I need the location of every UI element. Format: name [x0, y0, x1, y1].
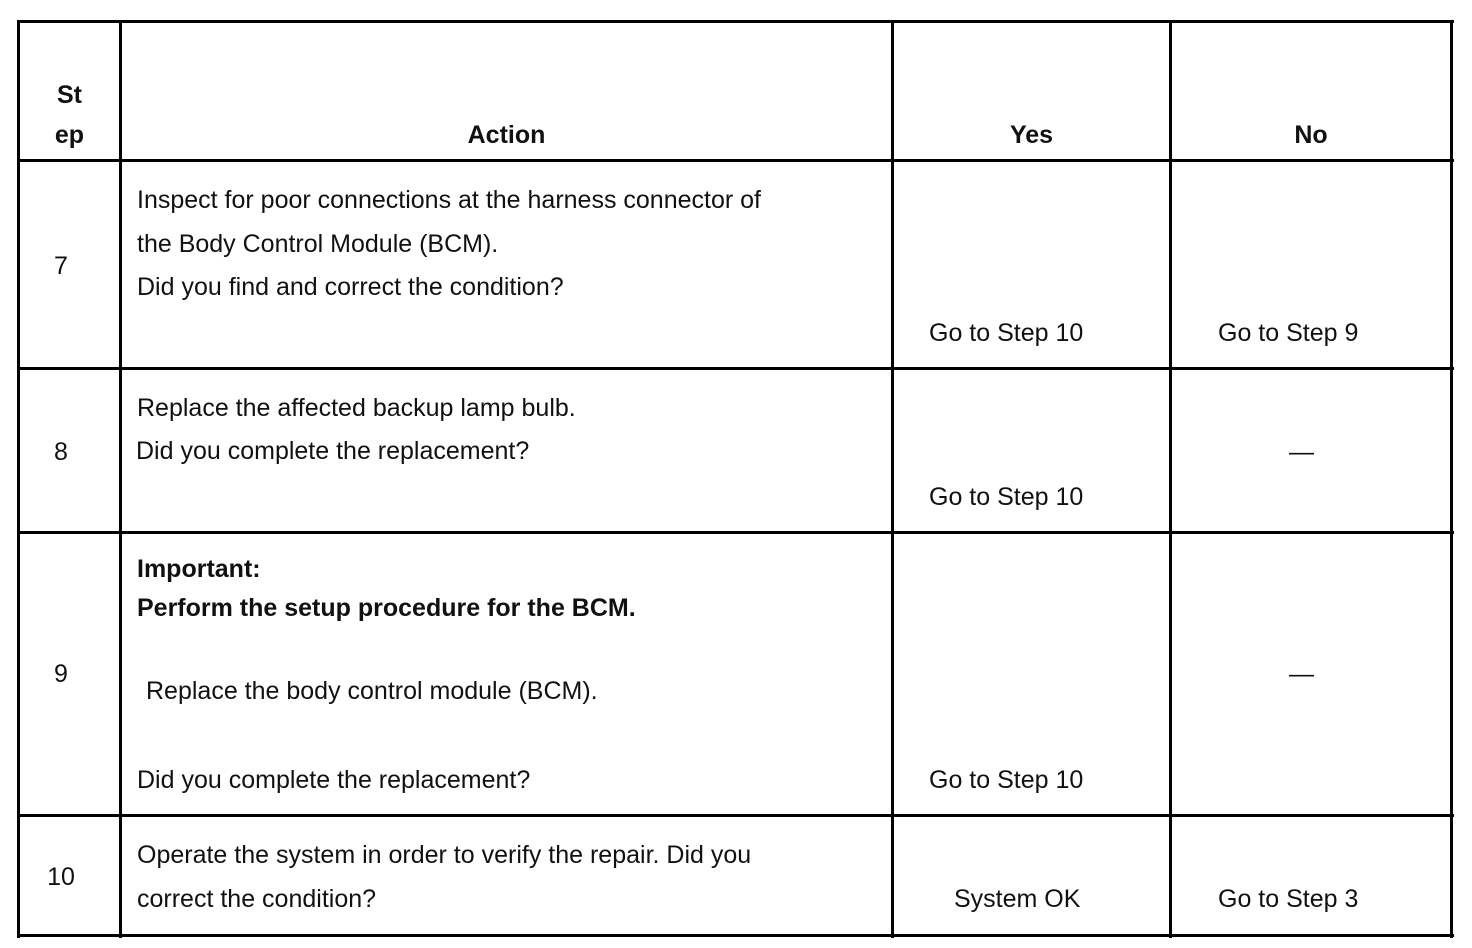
step-number-10: 10	[47, 863, 75, 891]
row-divider	[17, 367, 1454, 370]
no-result-8-dash: —	[1289, 438, 1314, 466]
important-label-9: Important:	[137, 555, 261, 583]
yes-result-7: Go to Step 10	[929, 319, 1084, 347]
yes-result-10: System OK	[954, 885, 1081, 913]
table-left-border	[17, 20, 20, 938]
yes-result-8: Go to Step 10	[929, 483, 1084, 511]
column-divider	[1169, 20, 1172, 938]
column-divider	[891, 20, 894, 938]
no-result-10: Go to Step 3	[1218, 885, 1359, 913]
action-text-10-line2: correct the condition?	[137, 885, 377, 913]
header-yes: Yes	[1009, 121, 1054, 149]
row-divider	[17, 531, 1454, 534]
header-step-line1: St	[57, 81, 82, 109]
step-number-7: 7	[54, 252, 68, 280]
table-top-border	[17, 20, 1454, 23]
row-divider	[17, 814, 1454, 817]
no-result-9-dash: —	[1289, 660, 1314, 688]
header-divider	[17, 159, 1454, 162]
header-action: Action	[467, 121, 546, 149]
action-text-9-line2: Did you complete the replacement?	[137, 766, 531, 794]
step-number-8: 8	[54, 438, 68, 466]
action-text-10-line1: Operate the system in order to verify the repair. Did you	[137, 841, 752, 869]
header-no: No	[1294, 121, 1328, 149]
yes-result-9: Go to Step 10	[929, 766, 1084, 794]
action-text-9-line1: Replace the body control module (BCM).	[146, 677, 598, 705]
action-text-8-line2: Did you complete the replacement?	[136, 437, 530, 465]
action-text-7-line1: Inspect for poor connections at the harness connector of	[137, 186, 761, 214]
action-text-7-line3: Did you find and correct the condition?	[137, 273, 564, 301]
action-text-7-line2: the Body Control Module (BCM).	[137, 230, 499, 258]
table-right-border	[1450, 20, 1453, 938]
important-text-9: Perform the setup procedure for the BCM.	[137, 594, 636, 622]
column-divider	[119, 20, 122, 938]
step-number-9: 9	[54, 660, 68, 688]
no-result-7: Go to Step 9	[1218, 319, 1359, 347]
header-step-line2: ep	[54, 121, 85, 149]
action-text-8-line1: Replace the affected backup lamp bulb.	[137, 394, 576, 422]
table-bottom-border	[17, 934, 1454, 937]
